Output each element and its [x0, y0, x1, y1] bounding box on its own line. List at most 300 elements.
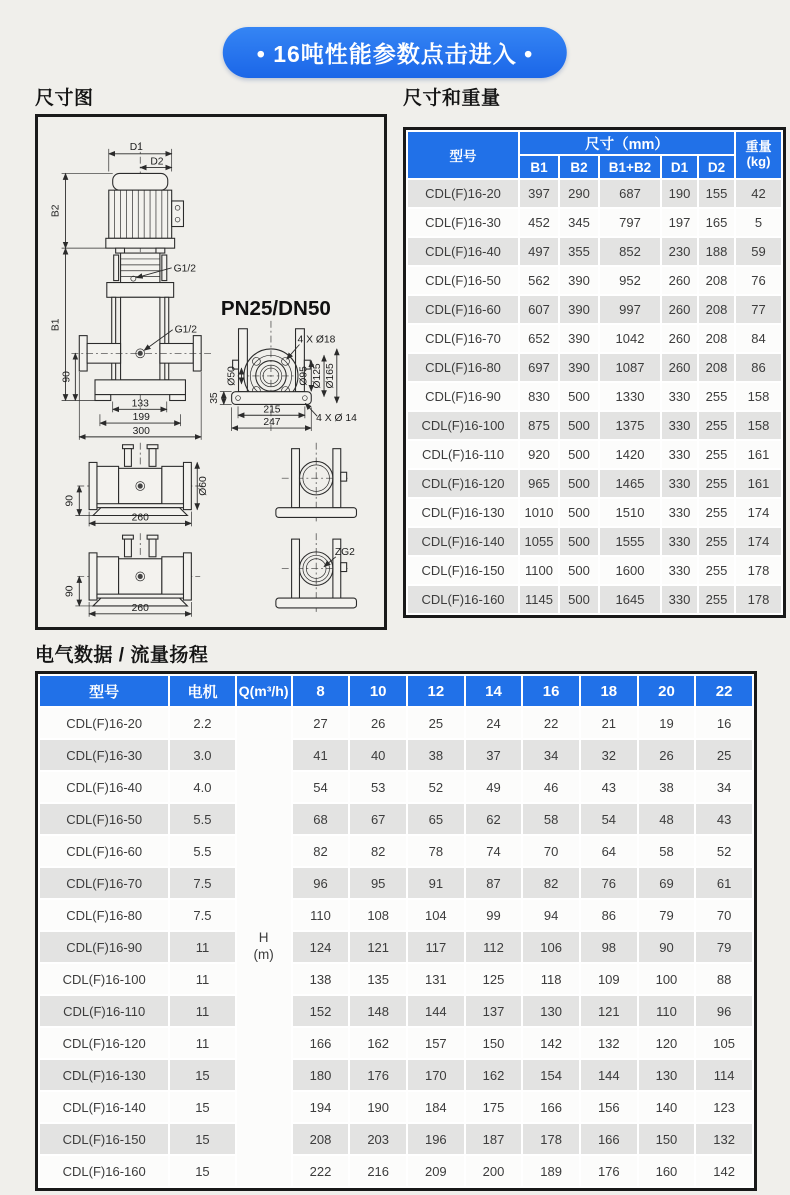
value-cell: 142	[523, 1028, 579, 1058]
value-cell: 43	[696, 804, 752, 834]
value-cell: 109	[581, 964, 637, 994]
dimensions-table	[403, 127, 786, 618]
value-cell: 123	[696, 1092, 752, 1122]
value-cell: 40	[350, 740, 406, 770]
value-cell: 154	[523, 1060, 579, 1090]
value-cell: 96	[293, 868, 349, 898]
table-row	[408, 499, 781, 526]
pump-drawing	[38, 117, 384, 627]
value-cell: 25	[696, 740, 752, 770]
value-cell: 255	[699, 441, 734, 468]
table-row	[40, 1156, 752, 1186]
value-cell: 255	[699, 528, 734, 555]
value-cell: 32	[581, 740, 637, 770]
motor-cell: 15	[170, 1092, 234, 1122]
value-cell: 196	[408, 1124, 464, 1154]
value-cell: 74	[466, 836, 522, 866]
value-cell: 82	[350, 836, 406, 866]
value-cell: 290	[560, 180, 598, 207]
value-cell: 53	[350, 772, 406, 802]
value-cell: 161	[736, 441, 781, 468]
model-cell: CDL(F)16-20	[408, 180, 518, 207]
value-cell: 330	[662, 383, 697, 410]
value-cell: 1645	[600, 586, 660, 613]
motor-cell: 7.5	[170, 900, 234, 930]
value-cell: 500	[560, 499, 598, 526]
bolt-hole-label-18: 4 X Ø18	[297, 334, 336, 346]
value-cell: 148	[350, 996, 406, 1026]
value-cell: 161	[736, 470, 781, 497]
table-row	[40, 772, 752, 802]
head-unit-cell: H (m)	[237, 708, 291, 1186]
table-row	[408, 209, 781, 236]
model-cell: CDL(F)16-30	[40, 740, 168, 770]
value-cell: 178	[523, 1124, 579, 1154]
model-cell: CDL(F)16-130	[408, 499, 518, 526]
dimensions-table-body	[408, 180, 781, 613]
col-header-b1b2: B1+B2	[600, 156, 660, 178]
port-label-g12-top: G1/2	[173, 263, 197, 275]
table-row	[408, 296, 781, 323]
col-header-b1: B1	[520, 156, 558, 178]
value-cell: 105	[696, 1028, 752, 1058]
value-cell: 131	[408, 964, 464, 994]
bolt-hole-label-14: 4 X Ø 14	[316, 413, 357, 425]
value-cell: 156	[581, 1092, 637, 1122]
value-cell: 330	[662, 557, 697, 584]
dim-label-d1: D1	[129, 141, 143, 153]
value-cell: 84	[736, 325, 781, 352]
model-cell: CDL(F)16-100	[40, 964, 168, 994]
value-cell: 162	[350, 1028, 406, 1058]
value-cell: 160	[639, 1156, 695, 1186]
table-row	[40, 1060, 752, 1090]
diagram-section-title: 尺寸图	[35, 88, 94, 109]
value-cell: 61	[696, 868, 752, 898]
value-cell: 82	[523, 868, 579, 898]
value-cell: 174	[736, 499, 781, 526]
table-row	[408, 354, 781, 381]
motor-cell: 11	[170, 1028, 234, 1058]
col-header-flow-q: Q(m³/h)	[237, 676, 291, 706]
value-cell: 67	[350, 804, 406, 834]
value-cell: 79	[639, 900, 695, 930]
value-cell: 1510	[600, 499, 660, 526]
motor-cell: 4.0	[170, 772, 234, 802]
value-cell: 43	[581, 772, 637, 802]
model-cell: CDL(F)16-100	[408, 412, 518, 439]
value-cell: 166	[293, 1028, 349, 1058]
performance-banner-button[interactable]: • 16吨性能参数点击进入 •	[223, 27, 567, 78]
value-cell: 49	[466, 772, 522, 802]
value-cell: 197	[662, 209, 697, 236]
value-cell: 208	[699, 267, 734, 294]
value-cell: 138	[293, 964, 349, 994]
value-cell: 189	[523, 1156, 579, 1186]
value-cell: 652	[520, 325, 558, 352]
value-cell: 52	[696, 836, 752, 866]
model-cell: CDL(F)16-80	[40, 900, 168, 930]
dim-label-dia165: Ø165	[324, 363, 336, 389]
value-cell: 37	[466, 740, 522, 770]
col-header-flow-8: 8	[293, 676, 349, 706]
value-cell: 59	[736, 238, 781, 265]
value-cell: 132	[581, 1028, 637, 1058]
value-cell: 112	[466, 932, 522, 962]
value-cell: 106	[523, 932, 579, 962]
value-cell: 152	[293, 996, 349, 1026]
performance-table-body	[40, 708, 752, 1186]
value-cell: 203	[350, 1124, 406, 1154]
dim-label-260-side2: 260	[131, 602, 149, 614]
value-cell: 1330	[600, 383, 660, 410]
model-cell: CDL(F)16-120	[40, 1028, 168, 1058]
dim-label-dia95: Ø95	[298, 366, 310, 386]
dim-label-247: 247	[263, 417, 281, 429]
value-cell: 104	[408, 900, 464, 930]
value-cell: 58	[523, 804, 579, 834]
col-header-size-group: 尺寸（mm）	[520, 132, 734, 154]
value-cell: 130	[523, 996, 579, 1026]
value-cell: 330	[662, 412, 697, 439]
dim-label-dia125: Ø125	[312, 363, 324, 389]
model-cell: CDL(F)16-150	[40, 1124, 168, 1154]
value-cell: 77	[736, 296, 781, 323]
value-cell: 330	[662, 528, 697, 555]
value-cell: 120	[639, 1028, 695, 1058]
value-cell: 1042	[600, 325, 660, 352]
dim-label-dia60: Ø60	[198, 476, 210, 496]
value-cell: 255	[699, 412, 734, 439]
col-header-motor: 电机	[170, 676, 234, 706]
value-cell: 86	[581, 900, 637, 930]
value-cell: 497	[520, 238, 558, 265]
value-cell: 137	[466, 996, 522, 1026]
value-cell: 117	[408, 932, 464, 962]
model-cell: CDL(F)16-110	[408, 441, 518, 468]
motor-cell: 15	[170, 1060, 234, 1090]
value-cell: 194	[293, 1092, 349, 1122]
motor-cell: 11	[170, 964, 234, 994]
value-cell: 91	[408, 868, 464, 898]
value-cell: 24	[466, 708, 522, 738]
value-cell: 5	[736, 209, 781, 236]
table-row	[40, 740, 752, 770]
table-row	[408, 267, 781, 294]
value-cell: 260	[662, 267, 697, 294]
value-cell: 157	[408, 1028, 464, 1058]
motor-cell: 3.0	[170, 740, 234, 770]
dim-label-133: 133	[131, 398, 149, 410]
value-cell: 69	[639, 868, 695, 898]
motor-cell: 5.5	[170, 836, 234, 866]
col-header-model: 型号	[40, 676, 168, 706]
value-cell: 34	[523, 740, 579, 770]
value-cell: 178	[736, 586, 781, 613]
motor-cell: 15	[170, 1124, 234, 1154]
value-cell: 114	[696, 1060, 752, 1090]
value-cell: 48	[639, 804, 695, 834]
value-cell: 34	[696, 772, 752, 802]
value-cell: 58	[639, 836, 695, 866]
value-cell: 255	[699, 557, 734, 584]
value-cell: 150	[466, 1028, 522, 1058]
table-row	[408, 238, 781, 265]
value-cell: 79	[696, 932, 752, 962]
value-cell: 121	[581, 996, 637, 1026]
dim-label-90-front: 90	[61, 371, 73, 383]
value-cell: 997	[600, 296, 660, 323]
value-cell: 260	[662, 296, 697, 323]
model-cell: CDL(F)16-50	[40, 804, 168, 834]
value-cell: 190	[350, 1092, 406, 1122]
table-row	[408, 325, 781, 352]
table-row	[40, 900, 752, 930]
value-cell: 86	[736, 354, 781, 381]
value-cell: 500	[560, 441, 598, 468]
value-cell: 76	[736, 267, 781, 294]
value-cell: 94	[523, 900, 579, 930]
value-cell: 124	[293, 932, 349, 962]
value-cell: 46	[523, 772, 579, 802]
dim-label-90-side2: 90	[64, 585, 76, 597]
value-cell: 965	[520, 470, 558, 497]
value-cell: 70	[696, 900, 752, 930]
value-cell: 330	[662, 499, 697, 526]
value-cell: 144	[581, 1060, 637, 1090]
value-cell: 135	[350, 964, 406, 994]
value-cell: 330	[662, 470, 697, 497]
value-cell: 920	[520, 441, 558, 468]
value-cell: 184	[408, 1092, 464, 1122]
value-cell: 1055	[520, 528, 558, 555]
value-cell: 132	[696, 1124, 752, 1154]
value-cell: 208	[293, 1124, 349, 1154]
value-cell: 208	[699, 296, 734, 323]
model-cell: CDL(F)16-60	[40, 836, 168, 866]
model-cell: CDL(F)16-120	[408, 470, 518, 497]
model-cell: CDL(F)16-60	[408, 296, 518, 323]
value-cell: 330	[662, 441, 697, 468]
value-cell: 82	[293, 836, 349, 866]
value-cell: 1375	[600, 412, 660, 439]
value-cell: 390	[560, 325, 598, 352]
dim-label-b1: B1	[50, 318, 62, 332]
table-row	[408, 441, 781, 468]
value-cell: 180	[293, 1060, 349, 1090]
value-cell: 208	[699, 354, 734, 381]
value-cell: 190	[662, 180, 697, 207]
value-cell: 22	[523, 708, 579, 738]
table-row	[408, 180, 781, 207]
value-cell: 26	[639, 740, 695, 770]
dim-label-d2: D2	[150, 156, 164, 168]
value-cell: 330	[662, 586, 697, 613]
model-cell: CDL(F)16-80	[408, 354, 518, 381]
table-row	[40, 868, 752, 898]
value-cell: 175	[466, 1092, 522, 1122]
value-cell: 200	[466, 1156, 522, 1186]
value-cell: 144	[408, 996, 464, 1026]
table-header-row	[40, 676, 752, 706]
value-cell: 178	[736, 557, 781, 584]
value-cell: 90	[639, 932, 695, 962]
table-row	[408, 528, 781, 555]
model-cell: CDL(F)16-40	[408, 238, 518, 265]
value-cell: 70	[523, 836, 579, 866]
model-cell: CDL(F)16-20	[40, 708, 168, 738]
port-label-zg2: ZG2	[334, 546, 355, 558]
motor-cell: 11	[170, 996, 234, 1026]
value-cell: 130	[639, 1060, 695, 1090]
value-cell: 165	[699, 209, 734, 236]
table-header-row	[408, 132, 781, 154]
model-cell: CDL(F)16-30	[408, 209, 518, 236]
value-cell: 260	[662, 354, 697, 381]
performance-section-title: 电气数据 / 流量扬程	[35, 645, 209, 666]
value-cell: 41	[293, 740, 349, 770]
value-cell: 500	[560, 557, 598, 584]
value-cell: 38	[639, 772, 695, 802]
value-cell: 96	[696, 996, 752, 1026]
value-cell: 38	[408, 740, 464, 770]
motor-cell: 15	[170, 1156, 234, 1186]
value-cell: 687	[600, 180, 660, 207]
value-cell: 170	[408, 1060, 464, 1090]
value-cell: 260	[662, 325, 697, 352]
value-cell: 500	[560, 412, 598, 439]
table-row	[40, 1028, 752, 1058]
col-header-flow-12: 12	[408, 676, 464, 706]
motor-cell: 5.5	[170, 804, 234, 834]
value-cell: 1145	[520, 586, 558, 613]
value-cell: 155	[699, 180, 734, 207]
value-cell: 87	[466, 868, 522, 898]
value-cell: 255	[699, 470, 734, 497]
table-row	[40, 1124, 752, 1154]
col-header-flow-22: 22	[696, 676, 752, 706]
value-cell: 108	[350, 900, 406, 930]
col-header-d1: D1	[662, 156, 697, 178]
dim-label-199: 199	[132, 412, 150, 424]
col-header-flow-16: 16	[523, 676, 579, 706]
table-row	[408, 557, 781, 584]
model-cell: CDL(F)16-140	[40, 1092, 168, 1122]
dim-label-260-side1: 260	[131, 512, 149, 524]
value-cell: 797	[600, 209, 660, 236]
value-cell: 607	[520, 296, 558, 323]
model-cell: CDL(F)16-40	[40, 772, 168, 802]
port-label-g12-mid: G1/2	[174, 324, 197, 336]
col-header-b2: B2	[560, 156, 598, 178]
table-row	[40, 708, 752, 738]
value-cell: 176	[581, 1156, 637, 1186]
value-cell: 99	[466, 900, 522, 930]
value-cell: 65	[408, 804, 464, 834]
value-cell: 110	[293, 900, 349, 930]
value-cell: 25	[408, 708, 464, 738]
value-cell: 952	[600, 267, 660, 294]
value-cell: 1555	[600, 528, 660, 555]
model-cell: CDL(F)16-70	[408, 325, 518, 352]
col-header-flow-14: 14	[466, 676, 522, 706]
motor-cell: 11	[170, 932, 234, 962]
pump-dimension-diagram	[35, 114, 387, 630]
model-cell: CDL(F)16-160	[408, 586, 518, 613]
col-header-d2: D2	[699, 156, 734, 178]
value-cell: 54	[581, 804, 637, 834]
value-cell: 1465	[600, 470, 660, 497]
dim-label-35: 35	[208, 392, 220, 404]
value-cell: 121	[350, 932, 406, 962]
value-cell: 42	[736, 180, 781, 207]
table-row	[40, 964, 752, 994]
value-cell: 255	[699, 499, 734, 526]
value-cell: 500	[560, 528, 598, 555]
value-cell: 390	[560, 296, 598, 323]
col-header-flow-18: 18	[581, 676, 637, 706]
value-cell: 697	[520, 354, 558, 381]
value-cell: 150	[639, 1124, 695, 1154]
value-cell: 158	[736, 412, 781, 439]
table-row	[408, 383, 781, 410]
value-cell: 452	[520, 209, 558, 236]
table-row	[40, 836, 752, 866]
value-cell: 100	[639, 964, 695, 994]
model-cell: CDL(F)16-160	[40, 1156, 168, 1186]
table-row	[40, 996, 752, 1026]
performance-table	[35, 671, 757, 1191]
value-cell: 78	[408, 836, 464, 866]
value-cell: 176	[350, 1060, 406, 1090]
value-cell: 76	[581, 868, 637, 898]
value-cell: 230	[662, 238, 697, 265]
value-cell: 216	[350, 1156, 406, 1186]
table-row	[40, 804, 752, 834]
value-cell: 1100	[520, 557, 558, 584]
pressure-rating-label: PN25/DN50	[220, 296, 331, 320]
dim-label-215: 215	[263, 404, 281, 416]
value-cell: 390	[560, 354, 598, 381]
value-cell: 500	[560, 586, 598, 613]
table-row	[408, 586, 781, 613]
value-cell: 88	[696, 964, 752, 994]
value-cell: 166	[523, 1092, 579, 1122]
value-cell: 222	[293, 1156, 349, 1186]
value-cell: 562	[520, 267, 558, 294]
model-cell: CDL(F)16-90	[408, 383, 518, 410]
value-cell: 208	[699, 325, 734, 352]
model-cell: CDL(F)16-150	[408, 557, 518, 584]
value-cell: 188	[699, 238, 734, 265]
value-cell: 1087	[600, 354, 660, 381]
value-cell: 98	[581, 932, 637, 962]
value-cell: 162	[466, 1060, 522, 1090]
value-cell: 852	[600, 238, 660, 265]
motor-cell: 7.5	[170, 868, 234, 898]
value-cell: 21	[581, 708, 637, 738]
dim-label-300: 300	[132, 425, 150, 437]
model-cell: CDL(F)16-130	[40, 1060, 168, 1090]
col-header-weight: 重量 (kg)	[736, 132, 781, 178]
model-cell: CDL(F)16-90	[40, 932, 168, 962]
value-cell: 166	[581, 1124, 637, 1154]
value-cell: 118	[523, 964, 579, 994]
model-cell: CDL(F)16-110	[40, 996, 168, 1026]
dim-label-b2: B2	[50, 204, 62, 218]
value-cell: 27	[293, 708, 349, 738]
table-row	[40, 932, 752, 962]
